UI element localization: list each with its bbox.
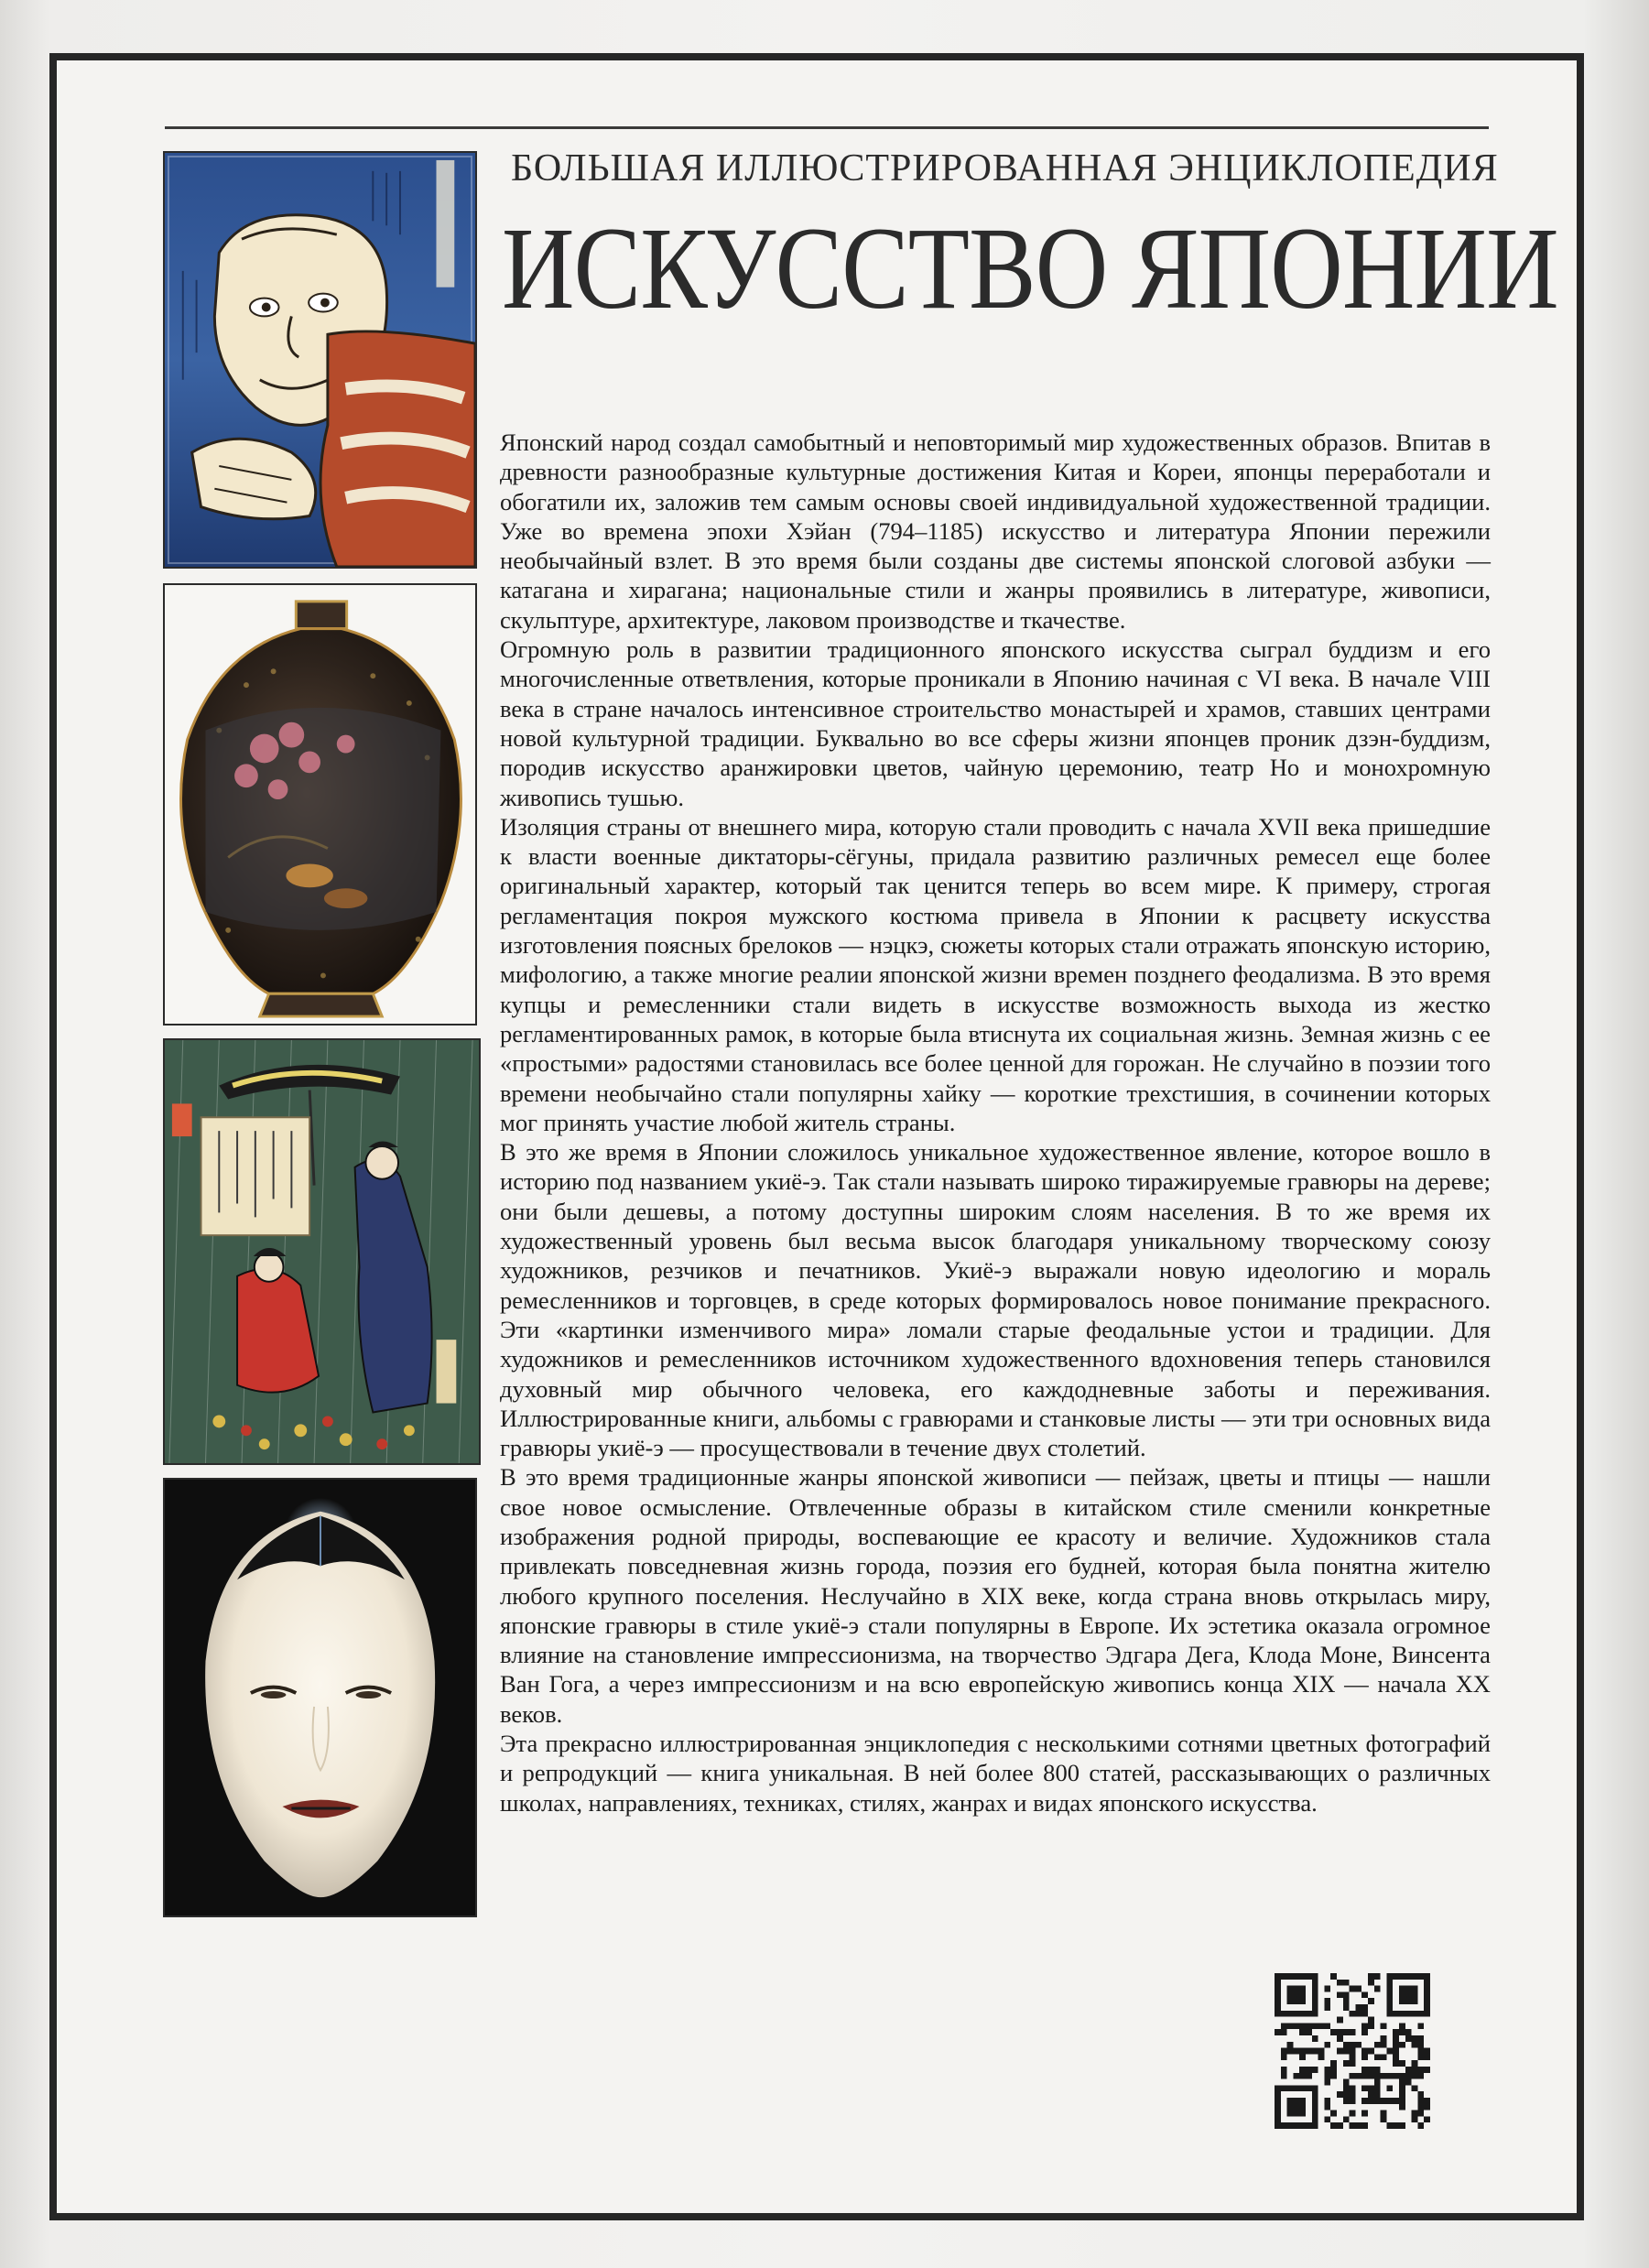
noh-mask-image [165, 1480, 475, 1915]
illustration-rain-print [163, 1038, 481, 1465]
series-title: БОЛЬШАЯ ИЛЛЮСТРИРОВАННАЯ ЭНЦИКЛОПЕДИЯ [511, 147, 1499, 190]
header-rule [165, 126, 1489, 129]
paragraph: Изоляция страны от внешнего мира, которую стали проводить с начала XVII века пришедшие к власти военные диктаторы-сёгуны, придала развитию различных ремесел еще более оригинальный характер, который так ценится теперь во всем мире. К примеру, строгая регламентация покроя мужского костюма привела в Японии к расцвету искусства изготовления поясных брелоков — нэцкэ, сюжеты которых стали отражать японскую историю, мифологию, а также многие реалии японской жизни времен позднего феодализма. В это время купцы и ремесленники стали видеть в искусстве возможность выхода из жестко регламентированных рамок, в которые была втиснута их социальная жизнь. Земная жизнь с ее «простыми» радостями становилась все более ценной для горожан. Не случайно в поэзии того времени необычайно стали популярны хайку — короткие трехстишия, в сочинении которых мог принять участие любой житель страны. [500, 812, 1491, 1136]
paragraph: В это время традиционные жанры японской живописи — пейзаж, цветы и птицы — нашли свое новое осмысление. Отвлеченные образы в китайском стиле сменили конкретные изображения родной природы, воспевающие ее красоту и величие. Художников стала привлекать повседневная жизнь города, поэзия его будней, которая была понятна жителю любого крупного поселения. Неслучайно в XIX веке, когда страна вновь открылась миру, японские гравюры в стиле укиё-э стали популярны в Европе. Их эстетика оказала огромное влияние на становление импрессионизма, на творчество Эдгара Дега, Клода Моне, Винсента Ван Гога, а через импрессионизм и на всю европейскую живопись конца XIX — начала XX веков. [500, 1463, 1491, 1728]
paragraph: Эта прекрасно иллюстрированная энциклопедия с несколькими сотнями цветных фотографий и репродукций — книга уникальная. В ней более 800 статей, рассказывающих о различных школах, направлениях, техниках, стилях, жанрах и видах японского искусства. [500, 1730, 1491, 1817]
paragraph: Японский народ создал самобытный и неповторимый мир художественных образов. Впитав в древности разнообразные культурные достижения Китая и Кореи, японцы переработали и обогатили их, заложив тем самым основы своей индивидуальной художественной традиции. Уже во времена эпохи Хэйан (794–1185) искусство и литература Японии пережили необычайный взлет. В это время были созданы две системы японской слоговой азбуки — катагана и хирагана; национальные стили и жанры проявились в литературе, живописи, скульптуре, архитектуре, лаковом производстве и ткачестве. [500, 429, 1491, 634]
ukiyo-e-face-image [165, 153, 475, 567]
paragraph: В это же время в Японии сложилось уникальное художественное явление, которое вошло в историю под названием укиё-э. Так стали называть широко тиражируемые гравюры на дереве; они были дешевы, а потому доступны широким слоям населения. В то же время их художественный уровень был весьма высок благодаря уникальному творческому союзу художников, резчиков и печатников. Укиё-э выражали новую идеологию и мораль ремесленников и торговцев, в среде которых формировалось новое понимание прекрасного. Эти «картинки изменчивого мира» ломали старые феодальные устои и традиции. Для художников и ремесленников источником художественного вдохновения теперь становился духовный мир обычного человека, его каждодневные заботы и переживания. Иллюстрированные книги, альбомы с гравюрами и станковые листы — эти три основных вида гравюры укиё-э — просуществовали в течение двух столетий. [500, 1138, 1491, 1462]
qr-code-graphic [1275, 1973, 1430, 2129]
illustration-vase [163, 583, 477, 1025]
body-text [500, 428, 1491, 1818]
qr-code-icon[interactable] [1275, 1973, 1430, 2129]
rain-woodblock-image [165, 1040, 479, 1463]
paragraph: Огромную роль в развитии традиционного японского искусства сыграл буддизм и его многочисленные ответвления, которые проникали в Японию начиная с VI века. В начале VIII века в стране началось интенсивное строительство монастырей и храмов, ставших центрами новой культурной традиции. Буквально во все сферы жизни японцев проник дзэн-буддизм, породив искусство аранжировки цветов, чайную церемонию, театр Но и монохромную живопись тушью. [500, 635, 1491, 811]
illustration-noh-mask [163, 1478, 477, 1917]
book-title: ИСКУССТВО ЯПОНИИ [502, 203, 1558, 333]
satsuma-vase-image [165, 585, 475, 1024]
illustration-ukiyo-e-face [163, 151, 477, 569]
